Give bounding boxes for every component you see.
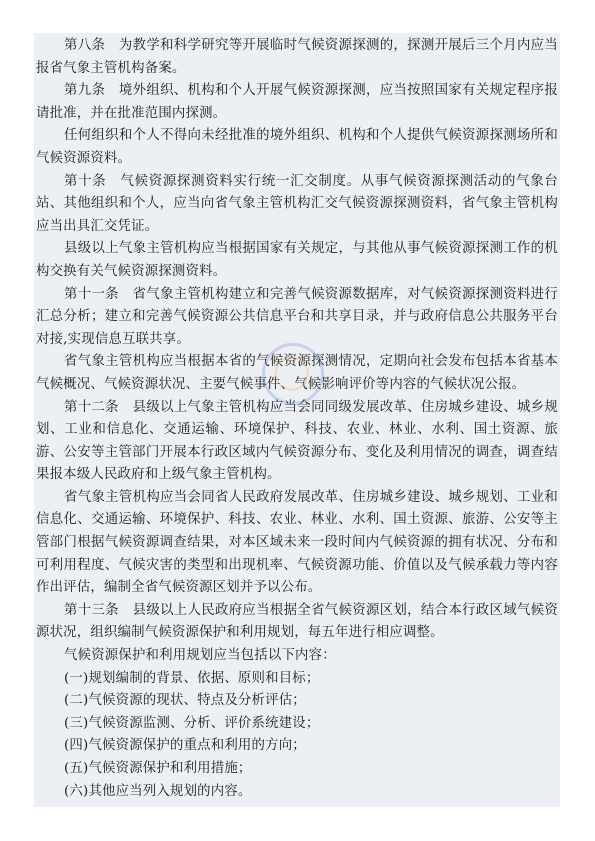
paragraph-article-10-clause-2: 县级以上气象主管机构应当根据国家有关规定，与其他从事气候资源探测工作的机构交换有关气候资源探测资料。 — [36, 241, 558, 279]
paragraph-article-10: 第十条 气候资源探测资料实行统一汇交制度。从事气候资源探测活动的气象台站、其他组织和个人，应当向省气象主管机构汇交气候资源探测资料，省气象主管机构应当出具汇交凭证。 — [36, 173, 558, 234]
list-item: (一)规划编制的背景、依据、原则和目标； — [64, 670, 320, 686]
list-item: (五)气候资源保护和利用措施； — [64, 761, 252, 776]
paragraph-article-13-clause-2: 气候资源保护和利用规划应当包括以下内容： — [64, 648, 336, 664]
paragraph-article-13: 第十三条 县级以上人民政府应当根据全省气候资源区划，结合本行政区域气候资源状况，组织编制气候资源保护和利用规划，每五年进行相应调整。 — [36, 602, 558, 641]
paragraph-article-11-clause-2: 省气象主管机构应当根据本省的气候资源探测情况，定期向社会发布包括本省基本气候概况、气候资源状况、主要气候事件、气候影响评价等内容的气候状况公报。 — [36, 354, 558, 392]
document-body — [34, 33, 560, 807]
paragraph-article-8: 第八条 为教学和科学研究等开展临时气候资源探测的，探测开展后三个月内应当报省气象主管机构备案。 — [36, 38, 558, 76]
paragraph-article-12-clause-2: 省气象主管机构应当会同省人民政府发展改革、住房城乡建设、城乡规划、工业和信息化、交通运输、环境保护、科技、农业、林业、水利、国土资源、旅游、公安等主管部门根据气候资源调查结果，对本区域未来一段时间内气候资源的拥有状况、分布和可利用程度、气候灾害的类型和出现机率、气候资源功能、价值以及气候承载力等内容作出评估，编制全省气候资源区划并予以公布。 — [36, 489, 558, 596]
list-item: (六)其他应当列入规划的内容。 — [64, 783, 252, 799]
paragraph-article-9: 第九条 境外组织、机构和个人开展气候资源探测，应当按照国家有关规定程序报请批准，并在批准范围内探测。 — [36, 83, 558, 121]
list-item: (三)气候资源监测、分析、评价系统建设； — [64, 715, 320, 731]
paragraph-article-9-clause-2: 任何组织和个人不得向未经批准的境外组织、机构和个人提供气候资源探测场所和气候资源资料。 — [36, 128, 558, 166]
paragraph-article-12: 第十二条 县级以上气象主管机构应当会同同级发展改革、住房城乡建设、城乡规划、工业和信息化、交通运输、环境保护、科技、农业、林业、水利、国土资源、旅游、公安等主管部门开展本行政区域内气候资源分布、变化及利用情况的调查，调查结果报本级人民政府和上级气象主管机构。 — [36, 399, 558, 483]
list-item: (四)气候资源保护的重点和利用的方向； — [64, 738, 306, 754]
paragraph-article-11: 第十一条 省气象主管机构建立和完善气候资源数据库，对气候资源探测资料进行汇总分析；建立和完善气候资源公共信息平台和共享目录，并与政府信息公共服务平台对接,实现信息互联共享。 — [36, 286, 558, 347]
list-item: (二)气候资源的现状、特点及分析评估； — [64, 693, 306, 709]
